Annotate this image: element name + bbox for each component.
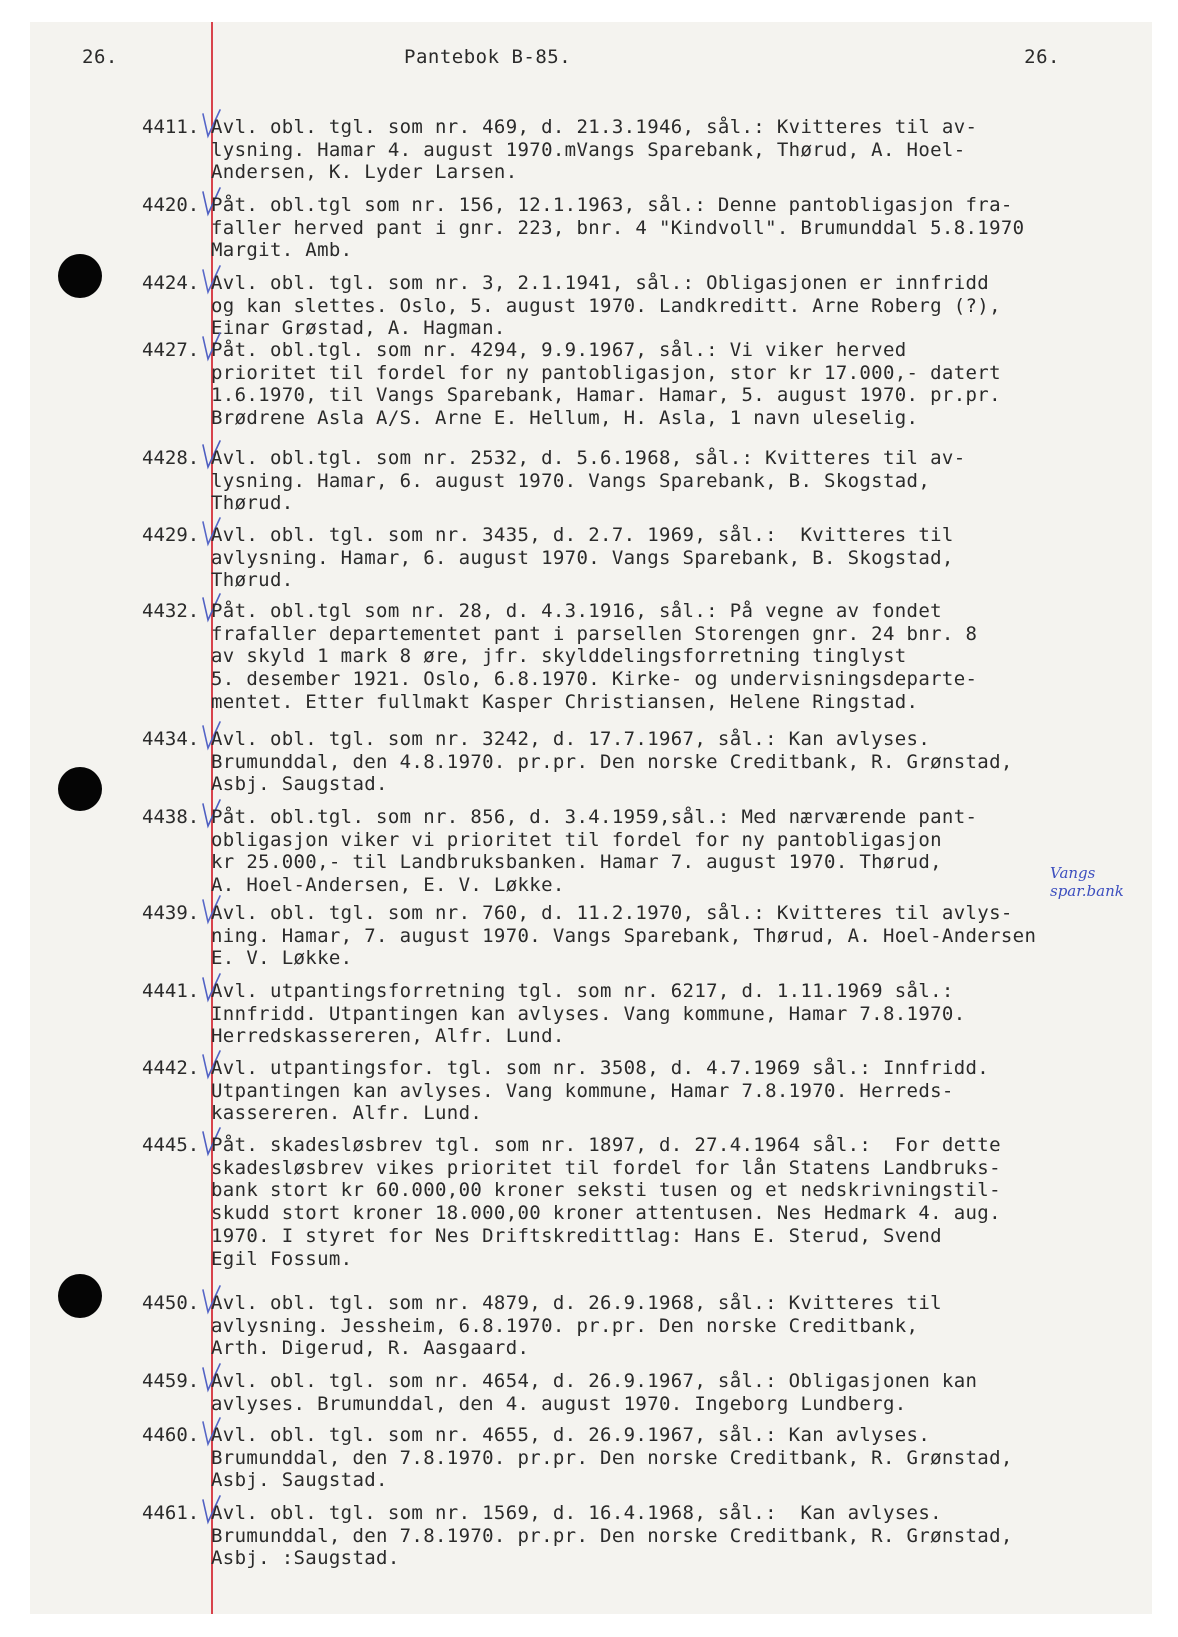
entry-text <box>211 194 1131 262</box>
entry-line: av skyld 1 mark 8 øre, jfr. skylddelingsforretning tinglyst <box>211 645 907 668</box>
entry-line: Thørud. <box>211 492 294 515</box>
entry-line: Asbj. :Saugstad. <box>211 1547 400 1570</box>
entry-line: 1970. I styret for Nes Driftskredittlag: Hans E. Sterud, Svend <box>211 1224 942 1247</box>
entry-text <box>211 728 1131 796</box>
entry-number: 4411. <box>142 116 200 138</box>
entry-text <box>211 1370 1131 1415</box>
entry-number: 4429. <box>142 524 200 546</box>
entry-number: 4432. <box>142 600 200 622</box>
entry-number: 4459. <box>142 1370 200 1392</box>
punch-hole <box>58 254 102 298</box>
entry-line: Avl. obl. tgl. som nr. 469, d. 21.3.1946, sål.: Kvitteres til av- <box>211 116 978 138</box>
entry-number: 4427. <box>142 339 200 361</box>
entry-number: 4434. <box>142 728 200 750</box>
entry-text <box>211 1292 1131 1360</box>
entry-text <box>211 116 1131 184</box>
entry-number: 4438. <box>142 806 200 828</box>
entry-text <box>211 1502 1131 1570</box>
entry-line: Avl. obl. tgl. som nr. 3, 2.1.1941, sål.: Obligasjonen er innfridd <box>211 272 990 294</box>
entry-line: avlysning. Jessheim, 6.8.1970. pr.pr. Den norske Creditbank, <box>211 1314 919 1337</box>
entry-line: Brødrene Asla A/S. Arne E. Hellum, H. Asla, 1 navn uleselig. <box>211 407 919 430</box>
entry-text <box>211 1134 1131 1270</box>
entry-line: Avl. obl. tgl. som nr. 4654, d. 26.9.1967, sål.: Obligasjonen kan <box>211 1370 978 1392</box>
entry-line: bank stort kr 60.000,00 kroner seksti tusen og et nedskrivningstil- <box>211 1179 1001 1202</box>
entry-line: Arth. Digerud, R. Aasgaard. <box>211 1337 530 1360</box>
entry-number: 4439. <box>142 902 200 924</box>
entry-text <box>211 272 1131 340</box>
punch-hole <box>58 767 102 811</box>
entry-line: prioritet til fordel for ny pantobligasjon, stor kr 17.000,- datert <box>211 361 1001 384</box>
entry-line: kassereren. Alfr. Lund. <box>211 1102 483 1125</box>
page-header <box>30 46 1152 78</box>
entry-line: Avl. obl. tgl. som nr. 3242, d. 17.7.1967, sål.: Kan avlyses. <box>211 728 931 750</box>
entry-line: Herredskassereren, Alfr. Lund. <box>211 1025 565 1048</box>
entry-line: A. Hoel-Andersen, E. V. Løkke. <box>211 874 565 897</box>
entry-line: Innfridd. Utpantingen kan avlyses. Vang kommune, Hamar 7.8.1970. <box>211 1002 966 1025</box>
entry-text <box>211 524 1131 592</box>
entry-line: Andersen, K. Lyder Larsen. <box>211 161 518 184</box>
page-number-right: 26. <box>1024 46 1060 68</box>
entry-text <box>211 447 1131 515</box>
entry-text <box>211 1424 1131 1492</box>
entry-number: 4460. <box>142 1424 200 1446</box>
entry-line: frafaller departementet pant i parsellen Storengen gnr. 24 bnr. 8 <box>211 622 978 645</box>
entry-number: 4441. <box>142 980 200 1002</box>
entry-line: 5. desember 1921. Oslo, 6.8.1970. Kirke- og undervisningsdeparte- <box>211 668 978 691</box>
entry-text <box>211 806 1131 897</box>
entry-line: Påt. obl.tgl. som nr. 856, d. 3.4.1959,sål.: Med nærværende pant- <box>211 806 978 828</box>
entry-line: lysning. Hamar 4. august 1970.mVangs Sparebank, Thørud, A. Hoel- <box>211 138 966 161</box>
page-number-left: 26. <box>82 46 118 68</box>
entry-line: E. V. Løkke. <box>211 947 353 970</box>
entry-line: Einar Grøstad, A. Hagman. <box>211 317 506 340</box>
entry-line: Margit. Amb. <box>211 239 353 262</box>
entry-text <box>211 600 1131 714</box>
entry-line: Brumunddal, den 4.8.1970. pr.pr. Den norske Creditbank, R. Grønstad, <box>211 750 1013 773</box>
handwritten-margin-note: Vangs spar.bank <box>1050 864 1124 900</box>
entry-line: 1.6.1970, til Vangs Sparebank, Hamar. Hamar, 5. august 1970. pr.pr. <box>211 384 1001 407</box>
entry-line: Avl. obl. tgl. som nr. 760, d. 11.2.1970, sål.: Kvitteres til avlys- <box>211 902 1013 924</box>
entry-line: Påt. obl.tgl som nr. 156, 12.1.1963, sål.: Denne pantobligasjon fra- <box>211 194 1013 216</box>
entry-line: Asbj. Saugstad. <box>211 1469 388 1492</box>
entry-text <box>211 980 1131 1048</box>
entry-line: Brumunddal, den 7.8.1970. pr.pr. Den norske Creditbank, R. Grønstad, <box>211 1446 1013 1469</box>
entry-line: Avl. obl. tgl. som nr. 1569, d. 16.4.1968, sål.: Kan avlyses. <box>211 1502 942 1524</box>
entry-line: Thørud. <box>211 569 294 592</box>
page-title: Pantebok B-85. <box>404 46 572 68</box>
entry-line: Avl. utpantingsfor. tgl. som nr. 3508, d. 4.7.1969 sål.: Innfridd. <box>211 1057 990 1079</box>
entry-number: 4442. <box>142 1057 200 1079</box>
entry-line: Avl. utpantingsforretning tgl. som nr. 6217, d. 1.11.1969 sål.: <box>211 980 954 1002</box>
ledger-page <box>30 22 1152 1614</box>
entry-number: 4424. <box>142 272 200 294</box>
entry-line: Brumunddal, den 7.8.1970. pr.pr. Den norske Creditbank, R. Grønstad, <box>211 1524 1013 1547</box>
entry-number: 4445. <box>142 1134 200 1156</box>
entry-number: 4420. <box>142 194 200 216</box>
entry-line: Avl. obl.tgl. som nr. 2532, d. 5.6.1968, sål.: Kvitteres til av- <box>211 447 966 469</box>
entry-line: lysning. Hamar, 6. august 1970. Vangs Sparebank, B. Skogstad, <box>211 469 931 492</box>
entry-text <box>211 339 1131 430</box>
entry-line: og kan slettes. Oslo, 5. august 1970. Landkreditt. Arne Roberg (?), <box>211 294 1001 317</box>
entry-number: 4428. <box>142 447 200 469</box>
punch-hole <box>58 1274 102 1318</box>
entry-line: Påt. obl.tgl. som nr. 4294, 9.9.1967, sål.: Vi viker herved <box>211 339 907 361</box>
entry-number: 4461. <box>142 1502 200 1524</box>
entry-line: mentet. Etter fullmakt Kasper Christiansen, Helene Ringstad. <box>211 690 919 713</box>
entry-line: kr 25.000,- til Landbruksbanken. Hamar 7. august 1970. Thørud, <box>211 851 942 874</box>
entry-line: Asbj. Saugstad. <box>211 773 388 796</box>
entry-line: Påt. skadesløsbrev tgl. som nr. 1897, d. 27.4.1964 sål.: For dette <box>211 1134 1001 1156</box>
entry-line: avlysning. Hamar, 6. august 1970. Vangs Sparebank, B. Skogstad, <box>211 546 954 569</box>
entry-line: skudd stort kroner 18.000,00 kroner attentusen. Nes Hedmark 4. aug. <box>211 1202 1001 1225</box>
entry-text <box>211 902 1131 970</box>
entry-line: Avl. obl. tgl. som nr. 3435, d. 2.7. 1969, sål.: Kvitteres til <box>211 524 954 546</box>
entry-line: Påt. obl.tgl som nr. 28, d. 4.3.1916, sål.: På vegne av fondet <box>211 600 942 622</box>
entry-line: faller herved pant i gnr. 223, bnr. 4 "Kindvoll". Brumunddal 5.8.1970 <box>211 216 1025 239</box>
entry-line: Egil Fossum. <box>211 1247 353 1270</box>
entry-line: skadesløsbrev vikes prioritet til fordel for lån Statens Landbruks- <box>211 1156 1001 1179</box>
entry-line: ning. Hamar, 7. august 1970. Vangs Sparebank, Thørud, A. Hoel-Andersen <box>211 924 1037 947</box>
entry-text <box>211 1057 1131 1125</box>
entry-line: Utpantingen kan avlyses. Vang kommune, Hamar 7.8.1970. Herreds- <box>211 1079 954 1102</box>
entry-line: Avl. obl. tgl. som nr. 4655, d. 26.9.1967, sål.: Kan avlyses. <box>211 1424 931 1446</box>
entry-line: Avl. obl. tgl. som nr. 4879, d. 26.9.1968, sål.: Kvitteres til <box>211 1292 942 1314</box>
entry-number: 4450. <box>142 1292 200 1314</box>
entry-line: obligasjon viker vi prioritet til fordel for ny pantobligasjon <box>211 828 942 851</box>
entry-line: avlyses. Brumunddal, den 4. august 1970. Ingeborg Lundberg. <box>211 1392 907 1415</box>
